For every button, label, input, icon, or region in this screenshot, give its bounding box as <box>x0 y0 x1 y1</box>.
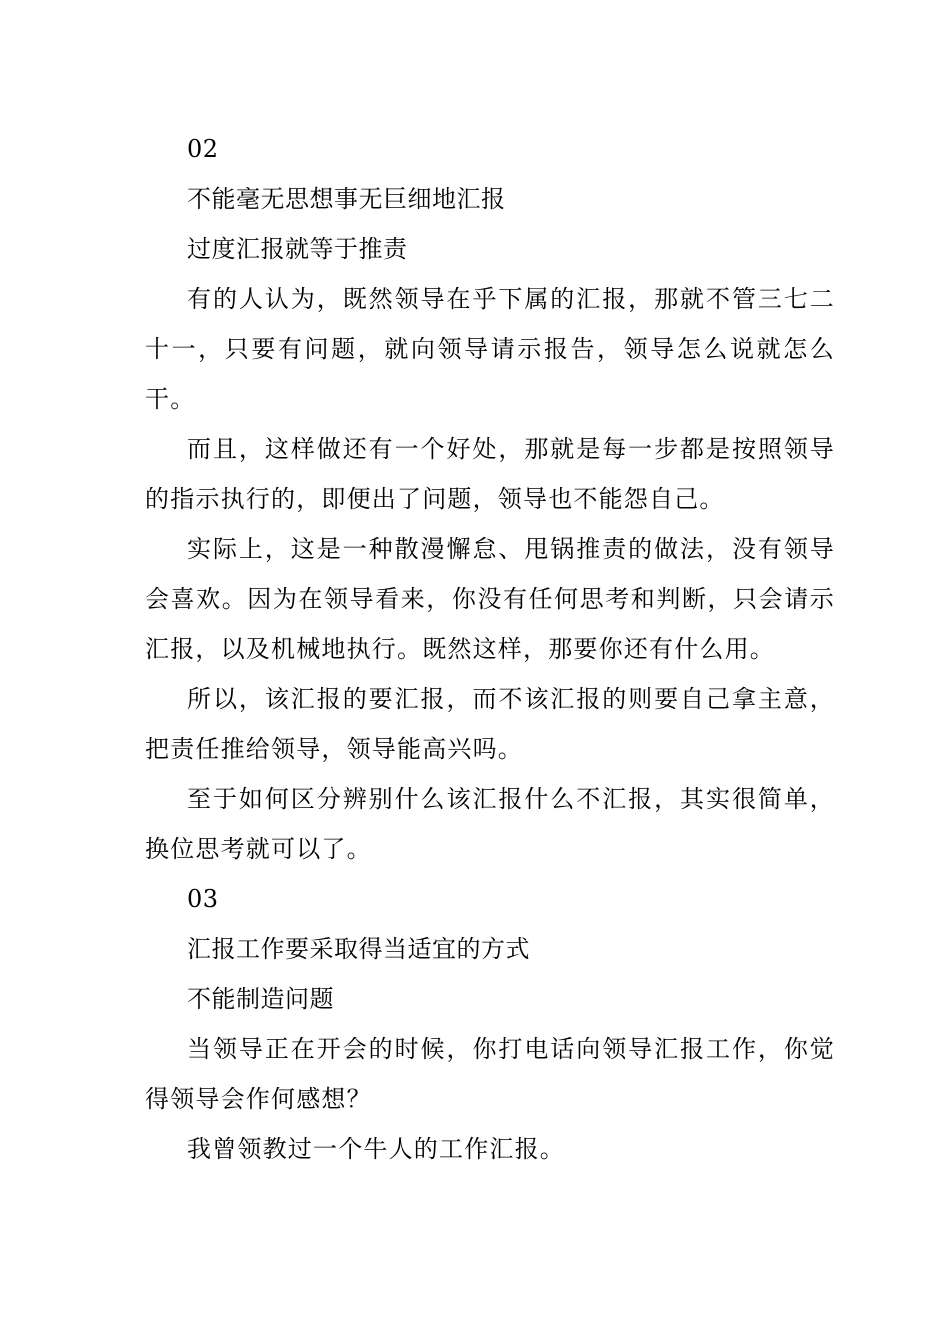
paragraph: 而且，这样做还有一个好处，那就是每一步都是按照领导的指示执行的，即便出了问题，领导也不能怨自己。 <box>145 435 835 513</box>
paragraph: 至于如何区分辨别什么该汇报什么不汇报，其实很简单，换位思考就可以了。 <box>145 785 835 863</box>
section-heading-02: 不能毫无思想事无巨细地汇报 <box>187 185 506 213</box>
section-number-03: 03 <box>187 885 219 913</box>
paragraph: 当领导正在开会的时候，你打电话向领导汇报工作，你觉得领导会作何感想？ <box>145 1035 835 1113</box>
section-subheading-03: 不能制造问题 <box>187 985 334 1013</box>
section-heading-03: 汇报工作要采取得当适宜的方式 <box>187 935 530 963</box>
paragraph: 实际上，这是一种散漫懈怠、甩锅推责的做法，没有领导会喜欢。因为在领导看来，你没有任何思考和判断，只会请示汇报，以及机械地执行。既然这样，那要你还有什么用。 <box>145 535 835 663</box>
paragraph: 所以，该汇报的要汇报，而不该汇报的则要自己拿主意，把责任推给领导，领导能高兴吗。 <box>145 685 835 763</box>
section-subheading-02: 过度汇报就等于推责 <box>187 235 408 263</box>
section-number-02: 02 <box>187 135 219 163</box>
document-page <box>145 124 835 1174</box>
paragraph: 我曾领教过一个牛人的工作汇报。 <box>187 1135 565 1163</box>
paragraph: 有的人认为，既然领导在乎下属的汇报，那就不管三七二十一，只要有问题，就向领导请示报告，领导怎么说就怎么干。 <box>145 285 835 413</box>
